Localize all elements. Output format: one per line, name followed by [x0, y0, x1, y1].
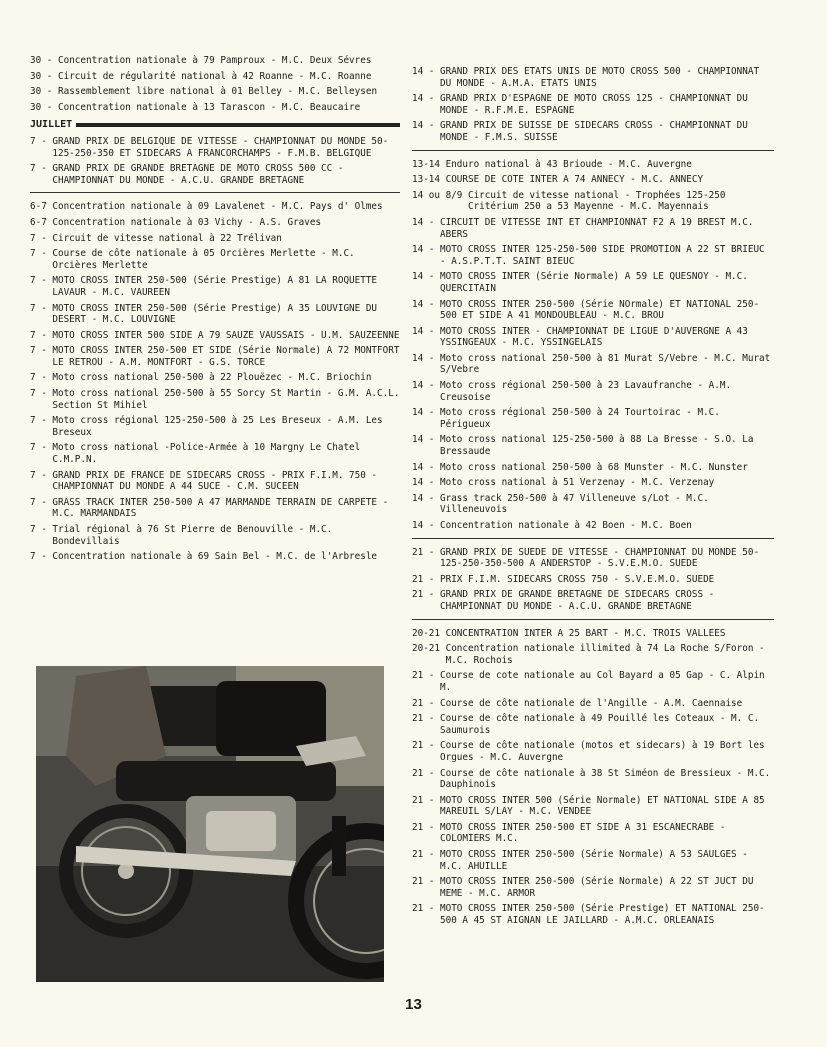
- event-entry: [30, 86, 400, 98]
- event-entry: [30, 415, 400, 438]
- event-description: MOTO CROSS INTER 250-500 (Série Normale) A 22 ST JUCT DU MEME - M.C. ARMOR: [440, 876, 754, 899]
- event-description: GRAND PRIX DE SUEDE DE VITESSE - CHAMPIONNAT DU MONDE 50-125-250-350-500 A ANDERSTOP - S.V.E.M.O. SUEDE: [440, 546, 760, 570]
- event-entry: [412, 66, 774, 89]
- event-date: 14 -: [412, 271, 440, 283]
- motorcycle-photo: [36, 666, 384, 982]
- event-entry: [30, 248, 400, 271]
- event-date: 14 -: [412, 298, 440, 310]
- event-date: 14 -: [412, 216, 440, 228]
- event-description: Moto cross national 250-500 à 22 Plouëzec - M.C. Briochin: [52, 372, 372, 384]
- event-date: 7 -: [30, 496, 53, 508]
- event-entry: [412, 849, 774, 872]
- event-description: Moto cross régional 125-250-500 à 25 Les Breseux - A.M. Les Breseux: [52, 415, 383, 438]
- event-date: 20-21: [412, 627, 446, 639]
- event-date: 14 -: [412, 244, 440, 256]
- event-entry: [412, 670, 774, 693]
- event-entry: [412, 768, 774, 791]
- event-entry: [412, 698, 774, 710]
- event-description: MOTO CROSS INTER (Série Normale) A 59 LE QUESNOY - M.C. QUERCITAIN: [440, 271, 748, 294]
- event-date: 21 -: [412, 876, 440, 888]
- event-date: 14 -: [412, 477, 440, 489]
- event-description: Concentration nationale à 03 Vichy - A.S. Graves: [52, 216, 322, 228]
- event-entry: [412, 326, 774, 349]
- event-date: 30 -: [30, 70, 58, 82]
- event-date: 21 -: [412, 546, 440, 558]
- event-date: 21 -: [412, 821, 440, 833]
- month-label: JUILLET: [30, 119, 73, 131]
- event-description: Course de côte nationale à 38 St Siméon de Bressieux - M.C. Dauphinois: [440, 767, 771, 791]
- event-description: Course de côte nationale (motos et sidecars) à 19 Bort les Orgues - M.C. Auvergne: [440, 740, 765, 763]
- event-entry: [412, 876, 774, 899]
- event-entry: [412, 493, 774, 516]
- event-entry: [412, 589, 774, 612]
- event-entry: [412, 244, 774, 267]
- event-entry: [412, 903, 774, 926]
- event-date: 14 ou 8/9: [412, 189, 468, 201]
- event-description: Enduro national à 43 Brioude - M.C. Auvergne: [445, 158, 692, 170]
- section-divider: [412, 619, 774, 620]
- event-date: 30 -: [30, 101, 58, 113]
- event-date: 6-7: [30, 201, 53, 213]
- event-entry: [412, 462, 774, 474]
- event-description: Course de côte nationale à 49 Pouillé les Coteaux - M. C. Saumurois: [440, 713, 760, 736]
- event-description: GRAND PRIX DE FRANCE DE SIDECARS CROSS - PRIX F.I.M. 750 - CHAMPIONNAT DU MONDE A 44 SUCE - C.M. SUCEEN: [52, 469, 378, 493]
- event-description: Concentration nationale à 09 Lavalenet - M.C. Pays d' Olmes: [52, 201, 383, 213]
- event-description: Concentration nationale à 79 Pamproux - M.C. Deux Sévres: [58, 55, 372, 66]
- event-entry: [30, 217, 400, 229]
- event-description: GRASS TRACK INTER 250-500 A 47 MARMANDE TERRAIN DE CARPETE - M.C. MARMANDAIS: [52, 496, 389, 520]
- event-date: 7 -: [30, 442, 53, 454]
- event-date: 14 -: [412, 93, 440, 105]
- event-entry: [412, 93, 774, 116]
- event-entry: [412, 547, 774, 570]
- event-entry: [412, 120, 774, 143]
- event-description: Circuit de régularité national à 42 Roanne - M.C. Roanne: [58, 70, 372, 82]
- event-date: 7 -: [30, 388, 53, 400]
- event-description: MOTO CROSS INTER 250-500 ET SIDE A 31 ESCANECRABE - COLOMIERS M.C.: [440, 821, 726, 845]
- event-entry: [412, 434, 774, 457]
- event-description: MOTO CROSS INTER 500 SIDE A 79 SAUZE VAUSSAIS - U.M. SAUZEENNE: [52, 329, 400, 341]
- event-entry: [412, 299, 774, 322]
- event-entry: [30, 201, 400, 213]
- event-description: Moto cross national 250-500 à 68 Munster - M.C. Nunster: [440, 461, 748, 473]
- event-date: 7 -: [30, 345, 53, 357]
- event-entry: [412, 574, 774, 586]
- event-date: 21 -: [412, 849, 440, 861]
- event-date: 7 -: [30, 232, 53, 244]
- event-date: 14 -: [412, 520, 440, 531]
- event-description: Concentration nationale à 42 Boen - M.C. Boen: [440, 520, 692, 531]
- event-description: Concentration nationale à 13 Tarascon - M.C. Beaucaire: [58, 101, 361, 113]
- event-description: Trial régional à 76 St Pierre de Benouville - M.C. Bondevillais: [52, 524, 333, 547]
- event-date: 14 -: [412, 352, 440, 364]
- event-date: 6-7: [30, 216, 53, 228]
- event-entry: [412, 643, 774, 666]
- event-entry: [30, 372, 400, 384]
- event-date: 14 -: [412, 407, 440, 419]
- event-entry: [30, 330, 400, 342]
- event-description: MOTO CROSS INTER 250-500 (Série Prestige) ET NATIONAL 250-500 A 45 ST AIGNAN LE JAILLARD - A.M.C. ORLEANAIS: [440, 903, 765, 927]
- event-date: 7 -: [30, 524, 53, 535]
- event-date: 7 -: [30, 163, 53, 175]
- event-description: MOTO CROSS INTER 250-500 (Série NOrmale) ET NATIONAL 250-500 ET SIDE A 41 MONDOUBLEAU - M.C. BROU: [440, 298, 760, 322]
- event-entry: [412, 628, 774, 640]
- event-entry: [412, 353, 774, 376]
- event-entry: [30, 275, 400, 298]
- event-entry: [30, 303, 400, 326]
- event-date: 30 -: [30, 55, 58, 66]
- event-description: GRAND PRIX D'ESPAGNE DE MOTO CROSS 125 - CHAMPIONNAT DU MONDE - R.F.M.E. ESPAGNE: [440, 93, 748, 116]
- event-description: GRAND PRIX DE GRANDE BRETAGNE DE MOTO CROSS 500 CC - CHAMPIONNAT DU MONDE - A.C.U. GRANDE BRETAGNE: [52, 163, 344, 186]
- event-description: CONCENTRATION INTER A 25 BART - M.C. TROIS VALLEES: [445, 627, 726, 639]
- event-description: Moto cross régional 250-500 à 23 Lavaufranche - A.M. Creusoise: [440, 380, 732, 403]
- event-entry: [412, 520, 774, 532]
- event-date: 13-14: [412, 158, 446, 170]
- event-description: Concentration nationale illimited à 74 La Roche S/Foron - M.C. Rochois: [445, 643, 765, 666]
- event-date: 7 -: [30, 302, 53, 314]
- event-description: Rassemblement libre national à 01 Belley - M.C. Belleysen: [58, 86, 378, 98]
- event-description: Moto cross national 125-250-500 à 88 La Bresse - S.O. La Bressaude: [440, 434, 754, 458]
- event-date: 21 -: [412, 903, 440, 915]
- event-entry: [412, 713, 774, 736]
- event-date: 13-14: [412, 174, 446, 186]
- event-description: COURSE DE COTE INTER A 74 ANNECY - M.C. ANNECY: [445, 174, 704, 186]
- event-description: MOTO CROSS INTER - CHAMPIONNAT DE LIGUE D'AUVERGNE A 43 YSSINGEAUX - M.C. YSSINGELAIS: [440, 325, 748, 349]
- section-divider: [412, 150, 774, 151]
- event-description: Moto cross national 250-500 à 55 Sorcy St Martin - G.M. A.C.L. Section St Mihiel: [52, 388, 400, 411]
- event-date: 14 -: [412, 120, 440, 132]
- event-description: MOTO CROSS INTER 250-500 (Série Prestige) A 35 LOUVIGNE DU DESERT - M.C. LOUVIGNE: [52, 302, 378, 326]
- event-entry: [412, 174, 774, 186]
- event-description: Course de côte nationale de l'Angille - A.M. Caennaise: [440, 697, 743, 709]
- event-description: Course de côte nationale à 05 Orcières Merlette - M.C. Orcières Merlette: [52, 248, 355, 271]
- event-description: MOTO CROSS INTER 250-500 (Série Prestige) A 81 LA ROQUETTE LAVAUR - M.C. VAUREEN: [52, 275, 378, 298]
- event-date: 7 -: [30, 551, 53, 563]
- event-entry: [30, 442, 400, 465]
- event-description: MOTO CROSS INTER 500 (Série Normale) ET NATIONAL SIDE A 85 MAREUIL S/LAY - M.C. VENDEE: [440, 794, 765, 818]
- event-description: Moto cross national à 51 Verzenay - M.C. Verzenay: [440, 477, 715, 489]
- event-date: 21 -: [412, 740, 440, 752]
- event-date: 14 -: [412, 461, 440, 473]
- section-divider: [412, 538, 774, 539]
- event-entry: [412, 795, 774, 818]
- section-divider: [30, 192, 400, 193]
- event-entry: [30, 102, 400, 114]
- event-date: 7 -: [30, 372, 53, 384]
- month-heading: [30, 119, 400, 131]
- event-description: GRAND PRIX DE GRANDE BRETAGNE DE SIDECARS CROSS - CHAMPIONNAT DU MONDE - A.C.U. GRANDE BRETAGNE: [440, 589, 715, 612]
- event-description: Moto cross régional 250-500 à 24 Tourtoirac - M.C. Périgueux: [440, 407, 720, 430]
- event-date: 7 -: [30, 248, 53, 260]
- month-rule: [76, 123, 400, 127]
- event-entry: [30, 551, 400, 563]
- event-entry: [30, 524, 400, 547]
- event-entry: [30, 55, 400, 67]
- event-date: 21 -: [412, 697, 440, 709]
- event-date: 14 -: [412, 492, 440, 504]
- left-column: [30, 55, 400, 567]
- event-entry: [412, 740, 774, 763]
- event-description: MOTO CROSS INTER 250-500 ET SIDE (Série Normale) A 72 MONTFORT LE RETROU - A.M. MONTFORT - G.S. TORCE: [52, 345, 400, 368]
- event-entry: [412, 822, 774, 845]
- event-date: 7 -: [30, 275, 53, 287]
- event-description: Moto cross national 250-500 à 81 Murat S/Vebre - M.C. Murat S/Vebre: [440, 352, 771, 376]
- event-description: GRAND PRIX DE SUISSE DE SIDECARS CROSS - CHAMPIONNAT DU MONDE - F.M.S. SUISSE: [440, 120, 748, 143]
- event-entry: [412, 407, 774, 430]
- event-entry: [30, 497, 400, 520]
- event-entry: [30, 388, 400, 411]
- event-date: 21 -: [412, 670, 440, 682]
- event-description: Circuit de vitesse national - Trophées 125-250 Critérium 250 a 53 Mayenne - M.C. Mayennais: [467, 189, 726, 213]
- event-date: 21 -: [412, 713, 440, 725]
- event-date: 7 -: [30, 415, 53, 427]
- event-entry: [30, 470, 400, 493]
- event-date: 20-21: [412, 643, 446, 655]
- motorcycle-illustration: [36, 666, 384, 982]
- event-date: 21 -: [412, 573, 440, 585]
- event-description: GRAND PRIX DE BELGIQUE DE VITESSE - CHAMPIONNAT DU MONDE 50-125-250-350 ET SIDECARS A FRANCORCHAMPS - F.M.B. BELGIQUE: [52, 135, 389, 159]
- event-entry: [30, 163, 400, 186]
- event-date: 14 -: [412, 66, 440, 77]
- event-date: 14 -: [412, 380, 440, 392]
- event-date: 7 -: [30, 469, 53, 481]
- event-date: 14 -: [412, 325, 440, 337]
- event-date: 30 -: [30, 86, 58, 98]
- event-description: Concentration nationale à 69 Sain Bel - M.C. de l'Arbresle: [52, 551, 378, 563]
- event-description: PRIX F.I.M. SIDECARS CROSS 750 - S.V.E.M.O. SUEDE: [440, 573, 715, 585]
- event-date: 14 -: [412, 434, 440, 446]
- event-entry: [30, 233, 400, 245]
- page-number: 13: [405, 996, 422, 1013]
- event-description: Course de cote nationale au Col Bayard a 05 Gap - C. Alpin M.: [440, 670, 765, 693]
- event-date: 21 -: [412, 794, 440, 806]
- event-description: CIRCUIT DE VITESSE INT ET CHAMPIONNAT F2 A 19 BREST M.C. ABERS: [440, 216, 754, 240]
- event-entry: [412, 217, 774, 240]
- event-date: 7 -: [30, 135, 53, 147]
- event-entry: [412, 380, 774, 403]
- event-entry: [412, 477, 774, 489]
- event-entry: [412, 159, 774, 171]
- event-description: Grass track 250-500 à 47 Villeneuve s/Lot - M.C. Villeneuvois: [440, 492, 709, 516]
- event-date: 21 -: [412, 589, 440, 601]
- event-entry: [30, 136, 400, 159]
- event-date: 21 -: [412, 767, 440, 779]
- event-entry: [412, 190, 774, 213]
- event-description: Circuit de vitesse national à 22 Trélivan: [52, 232, 282, 244]
- event-date: 7 -: [30, 329, 53, 341]
- event-description: GRAND PRIX DES ETATS UNIS DE MOTO CROSS 500 - CHAMPIONNAT DU MONDE - A.M.A. ETATS UNIS: [440, 66, 760, 89]
- right-column: [412, 66, 774, 931]
- event-entry: [412, 271, 774, 294]
- event-entry: [30, 345, 400, 368]
- event-entry: [30, 71, 400, 83]
- event-description: MOTO CROSS INTER 125-250-500 SIDE PROMOTION A 22 ST BRIEUC - A.S.P.T.T. SAINT BIEUC: [440, 244, 765, 267]
- event-description: MOTO CROSS INTER 250-500 (Série Normale) A 53 SAULGES - M.C. AHUILLE: [440, 849, 748, 872]
- event-description: Moto cross national -Police-Armée à 10 Margny Le Chatel C.M.P.N.: [52, 442, 361, 466]
